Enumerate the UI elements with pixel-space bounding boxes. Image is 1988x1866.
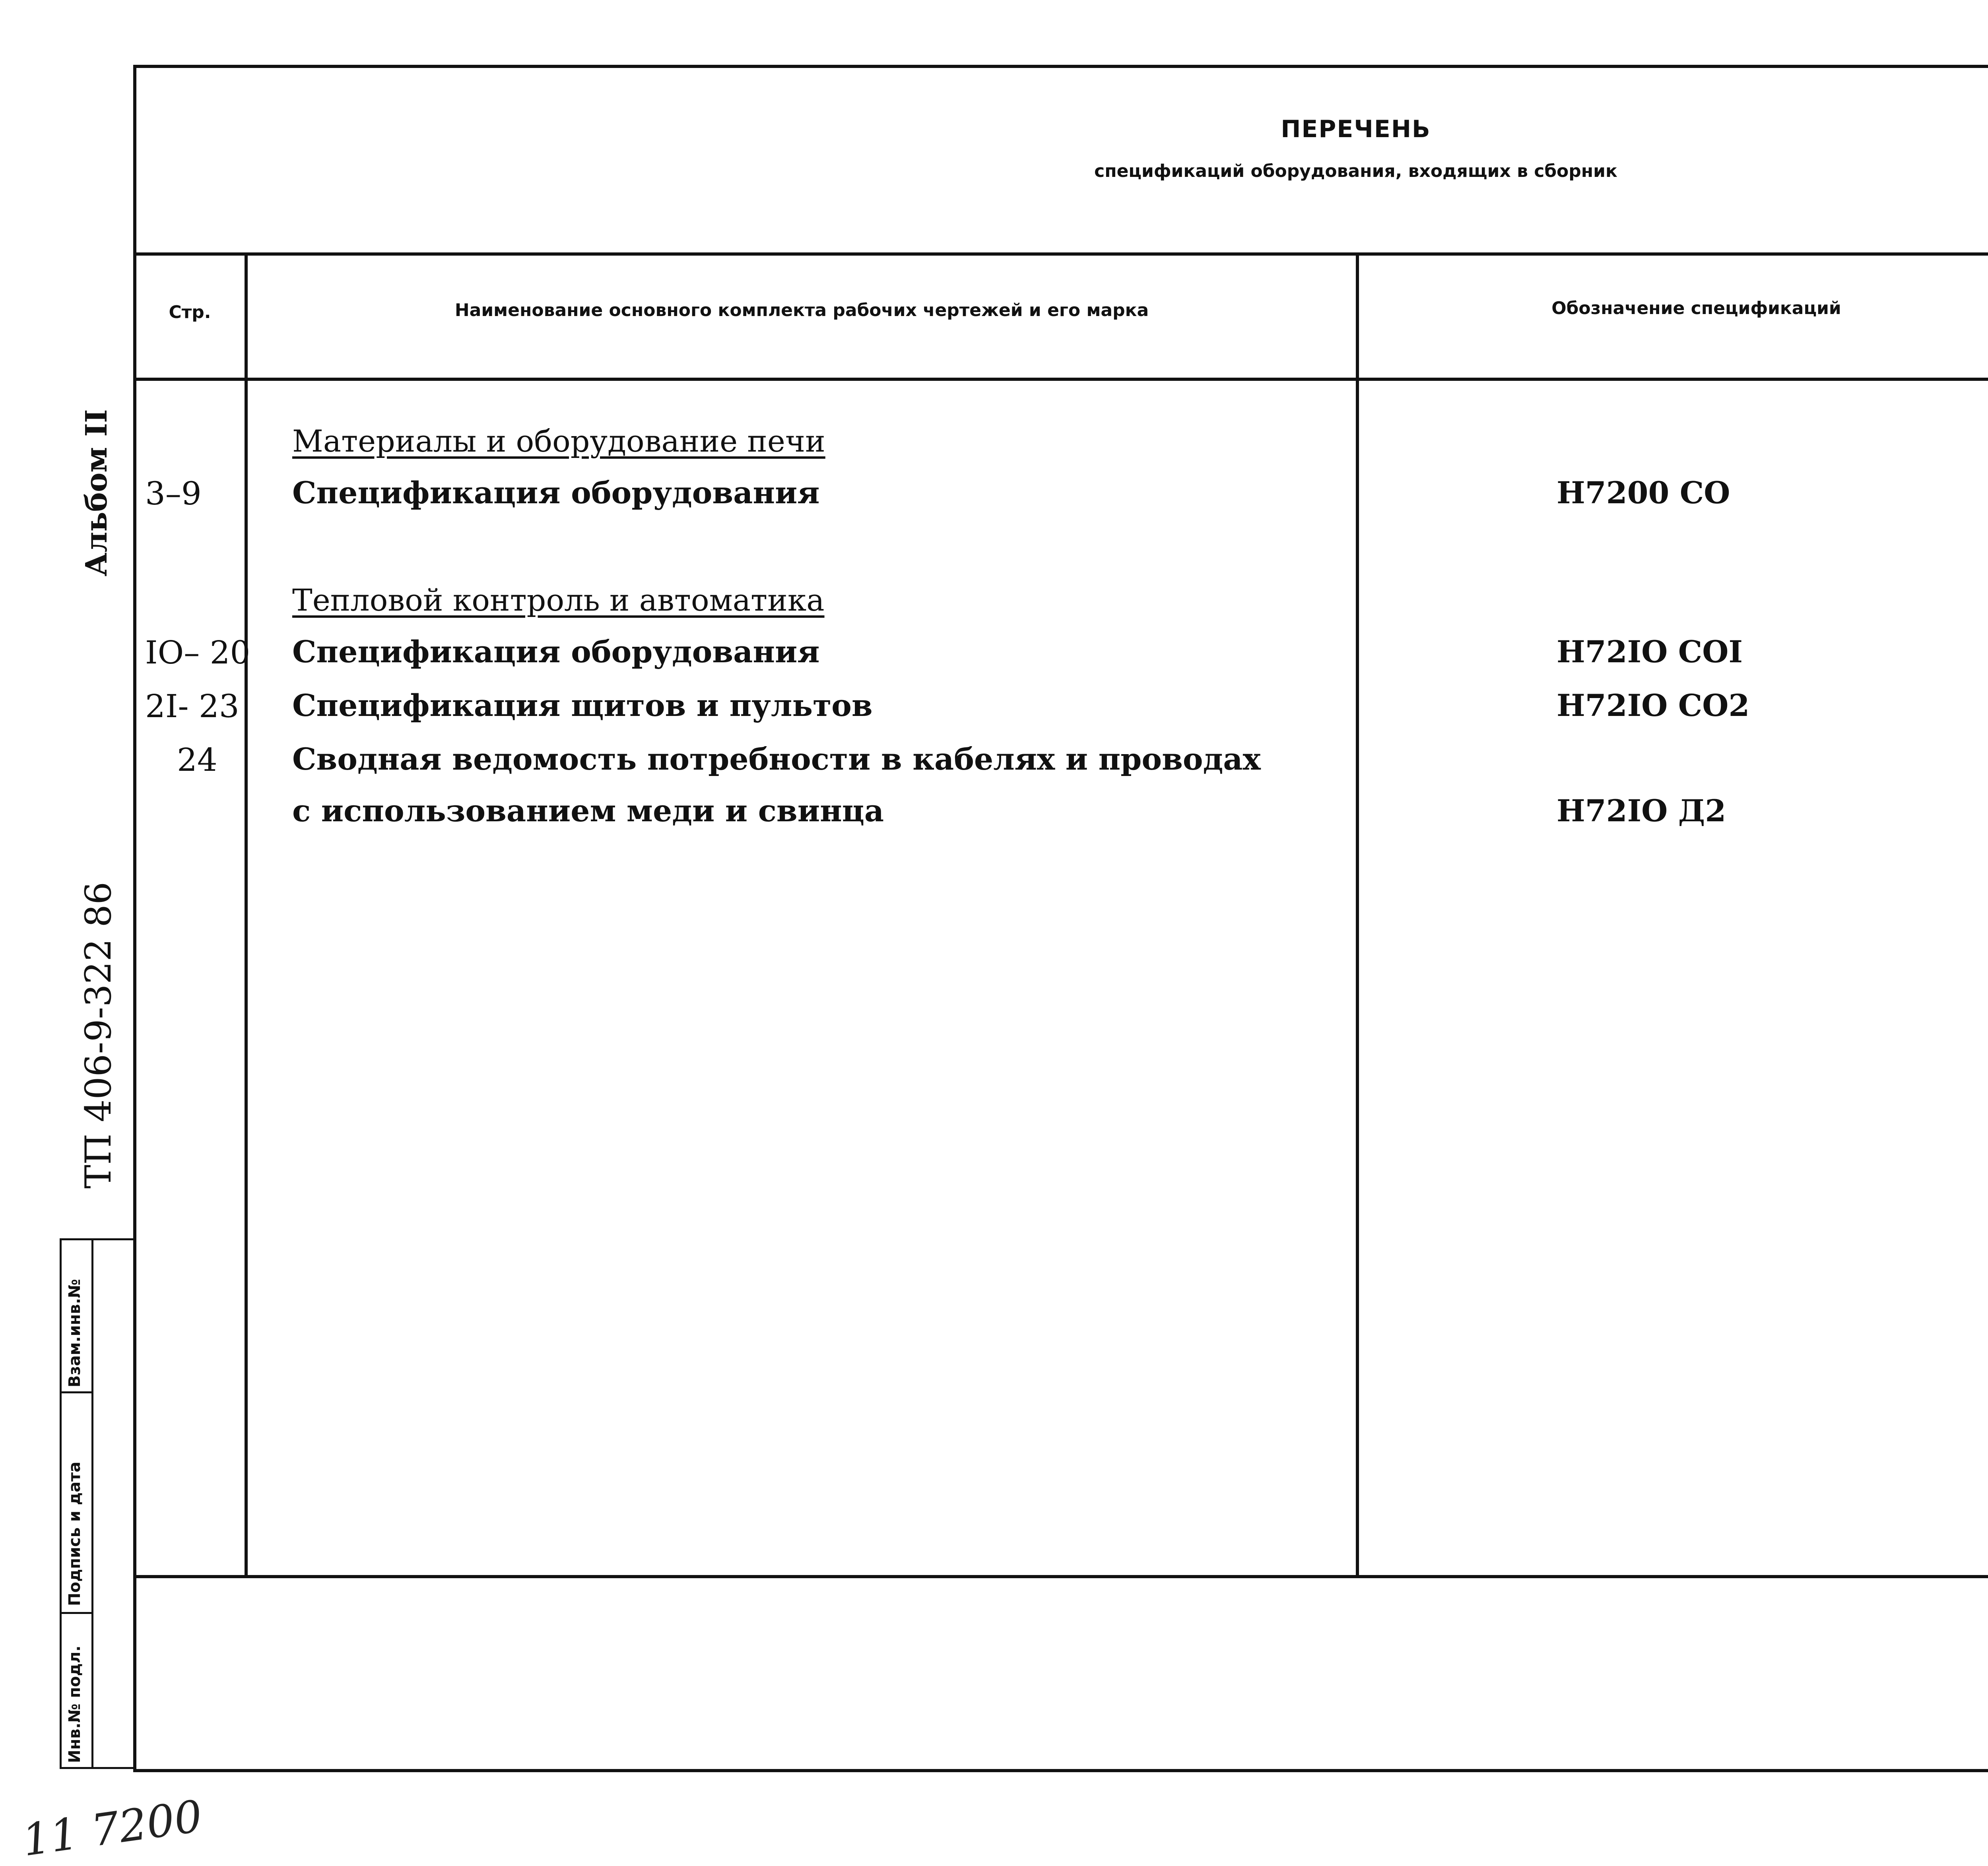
stamp-mid: [91, 1238, 93, 1769]
album-label: Альбом II: [80, 409, 114, 576]
frame-bottom: [133, 1769, 1988, 1772]
header-page: Стр.: [169, 302, 211, 322]
row-code: Н72IO Д2: [1557, 793, 1726, 828]
stamp-inv-orig: Инв.№ подл.: [66, 1645, 84, 1763]
row-page: 24: [177, 741, 217, 778]
section-title-furnace: Материалы и оборудование печи: [292, 423, 825, 459]
row-page: 3–9: [145, 475, 202, 512]
row-name: Спецификация оборудования: [292, 475, 820, 510]
col-divider-1: [245, 252, 248, 1578]
header-designation: Обозначение спецификаций: [1551, 298, 1841, 318]
row-code: Н72IO CO2: [1557, 688, 1750, 723]
col-divider-2: [1356, 252, 1359, 1578]
stamp-sign-date: Подпись и дата: [66, 1461, 84, 1606]
handwritten-note: 11 7200: [19, 1790, 206, 1866]
stamp-line-2: [60, 1612, 93, 1614]
row-code: Н7200 СО: [1557, 475, 1730, 510]
document-title: ПЕРЕЧЕНЬ: [1281, 115, 1431, 143]
stamp-line-1: [60, 1391, 93, 1393]
header-top-line: [133, 252, 1988, 256]
frame-top: [133, 65, 1988, 68]
table-bottom-line: [133, 1575, 1988, 1578]
stamp-bottom: [60, 1767, 135, 1769]
stamp-left: [60, 1238, 62, 1769]
header-bottom-line: [133, 378, 1988, 381]
row-page: IO– 20: [145, 634, 250, 671]
header-name: Наименование основного комплекта рабочих чертежей и его марка: [454, 300, 1149, 320]
row-name: Спецификация щитов и пультов: [292, 688, 873, 723]
section-title-automation: Тепловой контроль и автоматика: [292, 582, 825, 618]
stamp-top: [60, 1238, 135, 1240]
row-code: Н72IO COI: [1557, 634, 1743, 669]
stamp-inv-replace: Взам.инв.№: [66, 1279, 84, 1387]
row-name: Спецификация оборудования: [292, 634, 820, 669]
document-code: ТП 406-9-322 86: [78, 882, 119, 1189]
row-name: Сводная ведомость потребности в кабелях и проводах: [292, 741, 1261, 777]
row-page: 2I- 23: [145, 688, 239, 725]
row-name: с использованием меди и свинца: [292, 793, 884, 828]
document-subtitle: спецификаций оборудования, входящих в сборник: [1094, 161, 1617, 181]
